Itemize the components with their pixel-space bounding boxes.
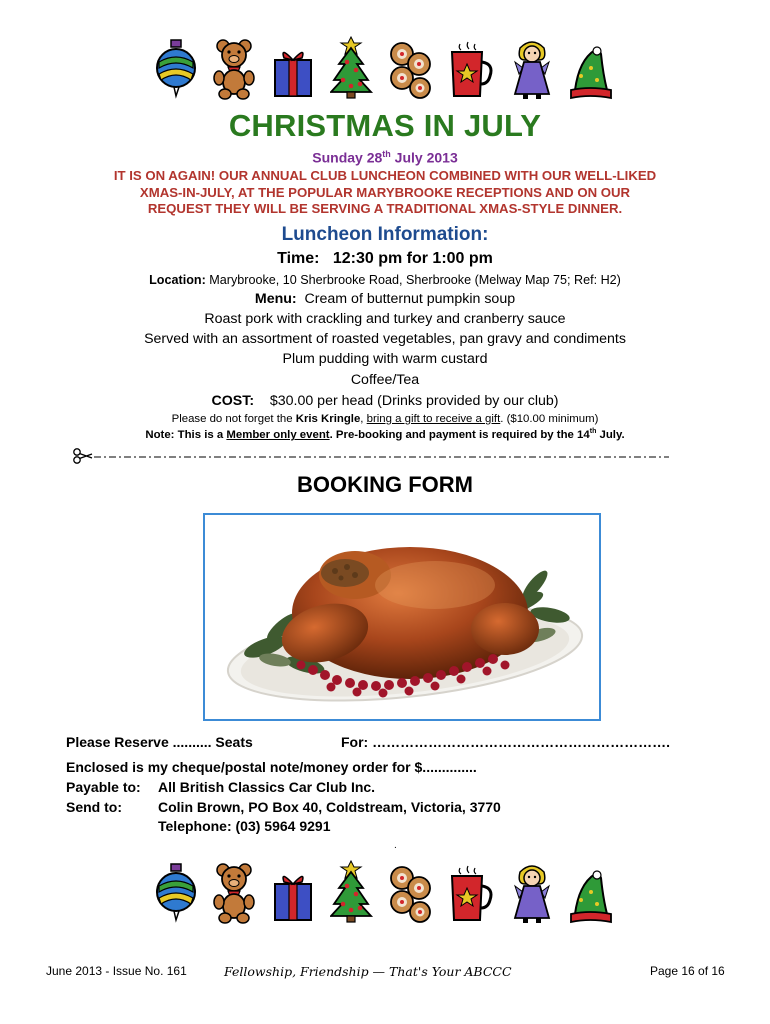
cookies-icon xyxy=(388,38,434,100)
kris-kringle-note: Please do not forget the Kris Kringle, bring a gift to receive a gift. ($10.00 minimum) xyxy=(171,413,599,425)
location-line: Location: Marybrooke, 10 Sherbrooke Road, Sherbrooke (Melway Map 75; Ref: H2) xyxy=(149,273,621,287)
mug-icon xyxy=(448,40,496,100)
ornament-icon xyxy=(155,862,199,924)
top-icon-row xyxy=(155,32,615,100)
member-only-note: Note: This is a Member only event. Pre-booking and payment is required by the 14th July. xyxy=(145,428,625,441)
booking-form-title: BOOKING FORM xyxy=(297,472,473,497)
elf-hat-icon xyxy=(569,870,615,924)
telephone: Telephone: (03) 5964 9291 xyxy=(158,818,331,834)
reserve-for-field: For: ………………………………………………………. xyxy=(341,734,670,750)
stray-dot: . xyxy=(394,840,397,851)
teddy-bear-icon xyxy=(213,38,257,100)
menu-line: Menu: Cream of butternut pumpkin soup xyxy=(254,291,516,307)
footer-motto: Fellowship, Friendship — That's Your ABCCC xyxy=(224,964,512,979)
menu-item: Served with an assortment of roasted vegetables, pan gravy and condiments xyxy=(144,331,626,347)
elf-hat-icon xyxy=(569,46,615,100)
gift-box-icon xyxy=(272,42,316,100)
footer-issue: June 2013 - Issue No. 161 xyxy=(46,964,187,978)
footer-page-number: Page 16 of 16 xyxy=(650,964,725,978)
christmas-tree-icon xyxy=(330,860,374,924)
scissors-icon xyxy=(74,449,92,463)
page-title: CHRISTMAS IN JULY xyxy=(228,108,542,143)
payable-to-value: All British Classics Car Club Inc. xyxy=(158,779,376,795)
time-line: Time: 12:30 pm for 1:00 pm xyxy=(277,250,493,267)
send-to-address: Colin Brown, PO Box 40, Coldstream, Victoria, 3770 xyxy=(158,799,501,815)
angel-doll-icon xyxy=(511,862,555,924)
ornament-icon xyxy=(155,38,199,100)
roast-turkey-photo xyxy=(203,513,601,721)
cost-line: COST: $30.00 per head (Drinks provided by our club) xyxy=(211,393,559,409)
turkey-illustration xyxy=(205,515,599,719)
angel-doll-icon xyxy=(511,38,555,100)
send-to-label: Send to: xyxy=(66,799,122,815)
menu-item: Roast pork with crackling and turkey and cranberry sauce xyxy=(204,311,566,327)
menu-item: Plum pudding with warm custard xyxy=(282,351,488,367)
menu-item: Coffee/Tea xyxy=(350,372,420,388)
christmas-tree-icon xyxy=(330,36,374,100)
gift-box-icon xyxy=(272,866,316,924)
enclosed-amount-field: Enclosed is my cheque/postal note/money order for $.............. xyxy=(66,759,477,775)
mug-icon xyxy=(448,864,496,924)
event-date: Sunday 28th July 2013 xyxy=(312,149,458,166)
announcement: IT IS ON AGAIN! OUR ANNUAL CLUB LUNCHEON COMBINED WITH OUR WELL-LIKED XMAS-IN-JULY, AT THE POPULAR MARYBROOKE RECEPTIONS AND ON OUR REQUEST THEY WILL BE SERVING A TRADITIONAL XMAS-STYLE DINNER. xyxy=(113,168,657,216)
cookies-icon xyxy=(388,862,434,924)
reserve-seats-field: Please Reserve .......... Seats xyxy=(66,734,253,750)
bottom-icon-row xyxy=(155,856,615,924)
teddy-bear-icon xyxy=(213,862,257,924)
payable-to-label: Payable to: xyxy=(66,779,141,795)
cut-line xyxy=(72,448,670,464)
luncheon-heading: Luncheon Information: xyxy=(281,224,489,245)
